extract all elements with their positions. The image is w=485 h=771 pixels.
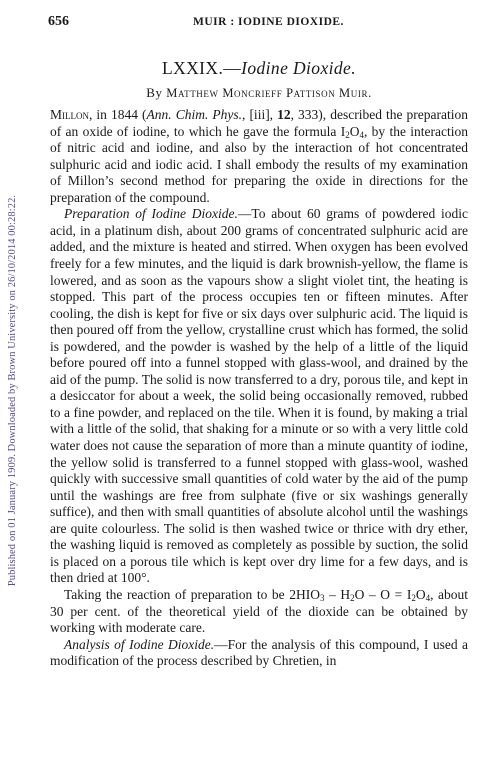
analysis-paragraph xyxy=(50,637,468,670)
reaction-paragraph: Taking the reaction of preparation to be $2HIO_3 - H_2O - O = I_2O_4$, about 30 per cent. of the theoretical yield of the dioxide can be obtained by working with moderate care. xyxy=(50,586,469,636)
page-number: 656 xyxy=(48,14,69,29)
author-name: Matthew Moncrieff Pattison Muir. xyxy=(166,85,372,100)
article-title xyxy=(50,60,468,77)
running-header xyxy=(50,14,468,32)
journal-name: Ann. Chim. Phys. xyxy=(146,107,243,123)
running-title: MUIR : IODINE DIOXIDE. xyxy=(193,16,344,28)
analysis-text: —For the analysis of this compound, I used a modification of the process described by Chretien, in xyxy=(50,636,468,669)
preparation-paragraph xyxy=(50,206,468,587)
intro-paragraph: Millon, in 1844 (Ann. Chim. Phys., [iii], 12, 333), described the preparation of an oxide of iodine, to which he gave the formula $I_2O_4$, by the interaction of nitric acid and iodine, and also by the interaction of hot concentrated sulphuric acid and iodic acid. I shall embody the results of my examination of Millon’s second method for preparing the oxide in directions for the preparation of the compound. xyxy=(50,107,469,205)
page-content xyxy=(50,14,468,670)
title-text: Iodine Dioxide. xyxy=(241,58,356,78)
journal-volume: 12 xyxy=(277,107,291,123)
download-watermark xyxy=(2,70,24,710)
preparation-text: —To about 60 grams of powdered iodic acid, in a platinum dish, about 200 grams of concentrated sulphuric acid are added, and the mixture is heated and stirred. When oxygen has been evolved freely for a few minutes, and the liquid is dark brownish-yellow, the flame is lowered, and as soon as the vapours show a slight violet tint, the heating is stopped. This part of the process occupies ten or fifteen minutes. After cooling, the dish is kept for five or six days over sulphuric acid. The liquid is then poured off from the yellow, crystalline crust which has formed, the solid is powdered, and the powder is washed by the help of a little of the liquid before poured off into a funnel stopped with glass-wool, and drained by the aid of the pump. The solid is now transferred to a dry, porous tile, and kept in a desiccator for about a week, the solid being occasionally removed, rubbed to a fine powder, and replaced on the tile. When it is found, by making a trial with a little of the solid, that shaking for a minute or so with a very little cold water does not cause the separation of more than a minute quantity of iodine, the yellow solid is transferred to a funnel stopped with glass-wool, washed quickly with successive small quantities of cold water by the aid of the pump until the washings are free from sulphate (five or six washings generally suffice), and then with small quantities of absolute alcohol until the washings are quite colourless. The solid is then washed twice or thrice with dry ether, the washing liquid is removed as completely as possible by suction, the solid is placed on a porous tile which is kept over dry lime for a few days, and is then dried at 100°. xyxy=(50,206,468,586)
title-number: LXXIX.— xyxy=(162,58,242,78)
watermark-text: Published on 01 January 1909. Downloaded by Brown University on 26/10/2014 00:28:22. xyxy=(7,194,19,586)
cited-author: Millon, xyxy=(50,107,93,123)
byline-by: By xyxy=(146,84,163,100)
byline xyxy=(50,85,468,102)
section-heading-analysis: Analysis of Iodine Dioxide. xyxy=(64,636,215,652)
section-heading-preparation: Preparation of Iodine Dioxide. xyxy=(64,206,238,222)
